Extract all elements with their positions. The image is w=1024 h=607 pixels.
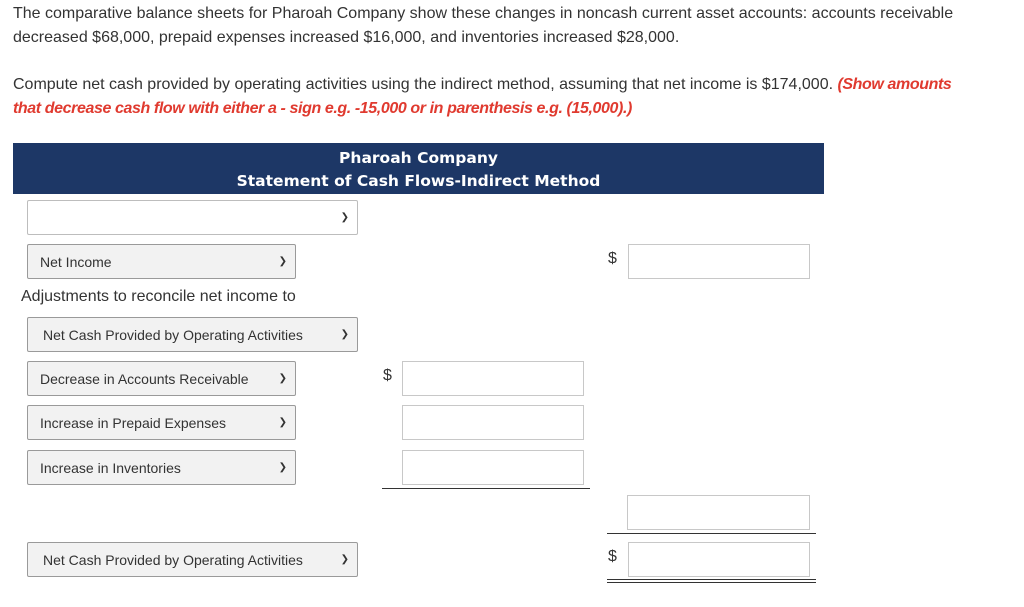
company-name: Pharoah Company (339, 149, 498, 167)
net-income-amount-input[interactable] (628, 244, 810, 279)
total-adjustments-input[interactable] (627, 495, 810, 530)
dollar-sign: $ (608, 250, 617, 267)
accounts-receivable-dropdown-value: Decrease in Accounts Receivable (40, 370, 249, 387)
adjustments-dropdown[interactable] (27, 317, 358, 352)
net-income-dropdown-value: Net Income (40, 253, 112, 270)
net-cash-total-input[interactable] (628, 542, 810, 577)
net-cash-total-dropdown[interactable] (27, 542, 358, 577)
accounts-receivable-dropdown[interactable] (27, 361, 296, 396)
chevron-down-icon: ❯ (340, 328, 349, 340)
chevron-down-icon: ❯ (278, 416, 287, 428)
chevron-down-icon: ❯ (278, 461, 287, 473)
dollar-sign: $ (608, 548, 617, 565)
statement-header (13, 143, 824, 194)
net-cash-total-dropdown-value: Net Cash Provided by Operating Activities (43, 551, 303, 568)
inventories-dropdown-value: Increase in Inventories (40, 459, 181, 476)
prepaid-expenses-dropdown-value: Increase in Prepaid Expenses (40, 414, 226, 431)
adjustments-label: Adjustments to reconcile net income to (21, 288, 296, 305)
hint-text-1: (Show amounts (837, 76, 952, 93)
statement-title: Statement of Cash Flows-Indirect Method (236, 172, 601, 190)
subtotal-rule (382, 488, 590, 489)
hint-text-2: that decrease cash flow with either a - sign e.g. -15,000 or in parenthesis e.g. (15,000).) (13, 100, 632, 117)
dollar-sign: $ (383, 367, 392, 384)
prepaid-expenses-dropdown[interactable] (27, 405, 296, 440)
chevron-down-icon: ❯ (278, 255, 287, 267)
net-income-dropdown[interactable] (27, 244, 296, 279)
double-rule-top (607, 579, 816, 580)
prepaid-expenses-amount-input[interactable] (402, 405, 584, 440)
problem-line-1: The comparative balance sheets for Pharoah Company show these changes in noncash current asset accounts: accounts receivable (13, 5, 954, 22)
chevron-down-icon: ❯ (340, 211, 349, 223)
accounts-receivable-amount-input[interactable] (402, 361, 584, 396)
inventories-dropdown[interactable] (27, 450, 296, 485)
adjustments-dropdown-value: Net Cash Provided by Operating Activities (43, 326, 303, 343)
instruction-line-1 (13, 73, 951, 97)
heading-dropdown[interactable] (27, 200, 358, 235)
total-rule (607, 533, 816, 534)
double-rule-bottom (607, 582, 816, 583)
inventories-amount-input[interactable] (402, 450, 584, 485)
problem-line-2: decreased $68,000, prepaid expenses increased $16,000, and inventories increased $28,000. (13, 29, 680, 46)
chevron-down-icon: ❯ (340, 553, 349, 565)
chevron-down-icon: ❯ (278, 372, 287, 384)
instruction-text: Compute net cash provided by operating activities using the indirect method, assuming that net income is $174,000. (13, 76, 834, 93)
